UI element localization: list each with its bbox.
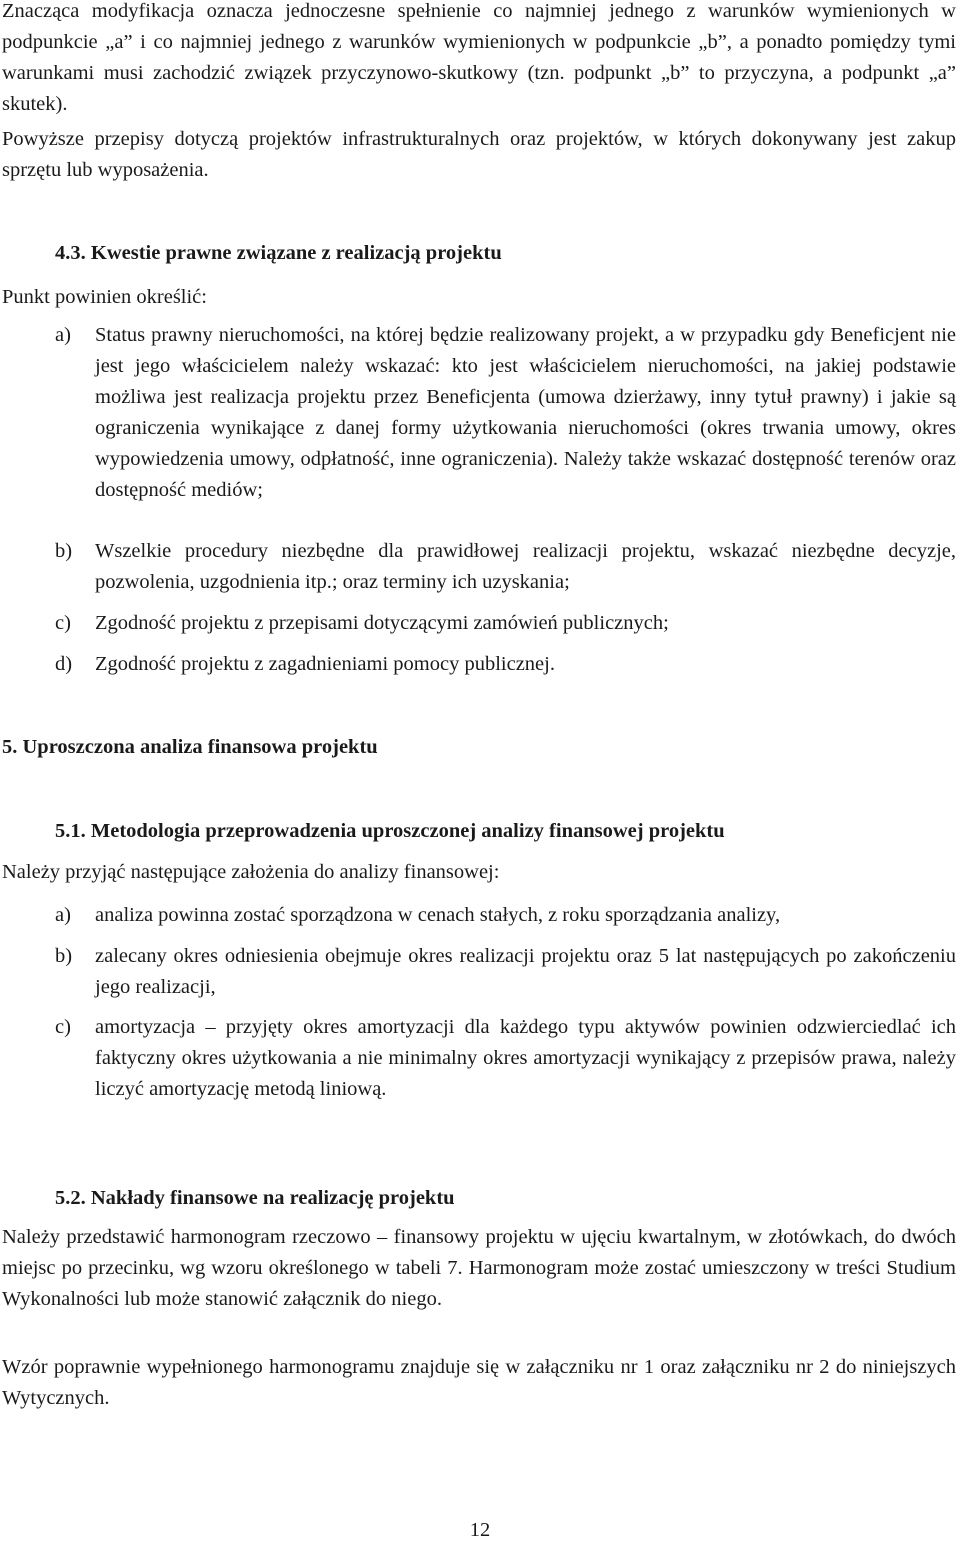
list-item-5-1-a: [55, 900, 956, 931]
list-item-4-3-a: [55, 320, 956, 506]
list-marker: c): [55, 1016, 71, 1038]
list-item-text: zalecany okres odniesienia obejmuje okres realizacji projektu oraz 5 lat następujących po zakończeniu jego realizacji,: [95, 945, 956, 998]
paragraph-infrastructure-note: Powyższe przepisy dotyczą projektów infrastrukturalnych oraz projektów, w których dokonywany jest zakup sprzętu lub wyposażenia.: [2, 128, 956, 181]
list-marker: a): [55, 904, 71, 926]
heading-4-3: 4.3. Kwestie prawne związane z realizacją projektu: [55, 242, 502, 264]
list-item-4-3-c: [55, 608, 956, 639]
intro-4-3: Punkt powinien określić:: [2, 286, 207, 308]
list-marker: a): [55, 324, 71, 346]
heading-5-1: 5.1. Metodologia przeprowadzenia uproszczonej analizy finansowej projektu: [55, 820, 725, 842]
list-marker: c): [55, 612, 71, 634]
list-item-text: Zgodność projektu z przepisami dotyczącymi zamówień publicznych;: [95, 612, 669, 634]
list-marker: d): [55, 653, 73, 675]
list-marker: b): [55, 945, 73, 967]
paragraph-template-location: Wzór poprawnie wypełnionego harmonogramu znajduje się w załączniku nr 1 oraz załączniku nr 2 do niniejszych Wytycznych.: [2, 1356, 956, 1409]
list-item-text: Status prawny nieruchomości, na której będzie realizowany projekt, a w przypadku gdy Beneficjent nie jest jego właścicielem należy wskazać: kto jest właścicielem nieruchomości, na jakiej podstawie możliwa jest realizacja projektu przez Beneficjenta (umowa dzierżawy, inny tytuł prawny) i jakie są ograniczenia wynikające z danej formy użytkowania nieruchomości (okres trwania umowy, okres wypowiedzenia umowy, odpłatność, inne ograniczenia). Należy także wskazać dostępność terenów oraz dostępność mediów;: [95, 324, 956, 501]
paragraph-schedule: Należy przedstawić harmonogram rzeczowo – finansowy projektu w ujęciu kwartalnym, w złotówkach, do dwóch miejsc po przecinku, wg wzoru określonego w tabeli 7. Harmonogram może zostać umieszczony w treści Studium Wykonalności lub może stanowić załącznik do niego.: [2, 1226, 956, 1310]
list-item-text: Wszelkie procedury niezbędne dla prawidłowej realizacji projektu, wskazać niezbędne decyzje, pozwolenia, uzgodnienia itp.; oraz terminy ich uzyskania;: [95, 540, 956, 593]
list-item-text: Zgodność projektu z zagadnieniami pomocy publicznej.: [95, 653, 555, 675]
paragraph-significant-modification: Znacząca modyfikacja oznacza jednoczesne spełnienie co najmniej jednego z warunków wymienionych w podpunkcie „a” i co najmniej jednego z warunków wymienionych w podpunkcie „b”, a ponadto pomiędzy tymi warunkami musi zachodzić związek przyczynowo-skutkowy (tzn. podpunkt „b” to przyczyna, a podpunkt „a” skutek).: [2, 0, 956, 115]
list-item-text: amortyzacja – przyjęty okres amortyzacji dla każdego typu aktywów powinien odzwierciedlać ich faktyczny okres użytkowania a nie minimalny okres amortyzacji wynikający z przepisów prawa, należy liczyć amortyzację metodą liniową.: [95, 1016, 956, 1100]
page-number: 12: [469, 1519, 491, 1541]
intro-5-1: Należy przyjąć następujące założenia do analizy finansowej:: [2, 861, 500, 883]
list-item-text: analiza powinna zostać sporządzona w cenach stałych, z roku sporządzania analizy,: [95, 904, 781, 926]
list-item-4-3-d: [55, 649, 956, 680]
list-marker: b): [55, 540, 73, 562]
heading-5-2: 5.2. Nakłady finansowe na realizację projektu: [55, 1187, 455, 1209]
heading-5: 5. Uproszczona analiza finansowa projektu: [2, 736, 378, 758]
list-item-5-1-c: [55, 1012, 956, 1105]
list-item-5-1-b: [55, 941, 956, 1003]
list-item-4-3-b: [55, 536, 956, 598]
